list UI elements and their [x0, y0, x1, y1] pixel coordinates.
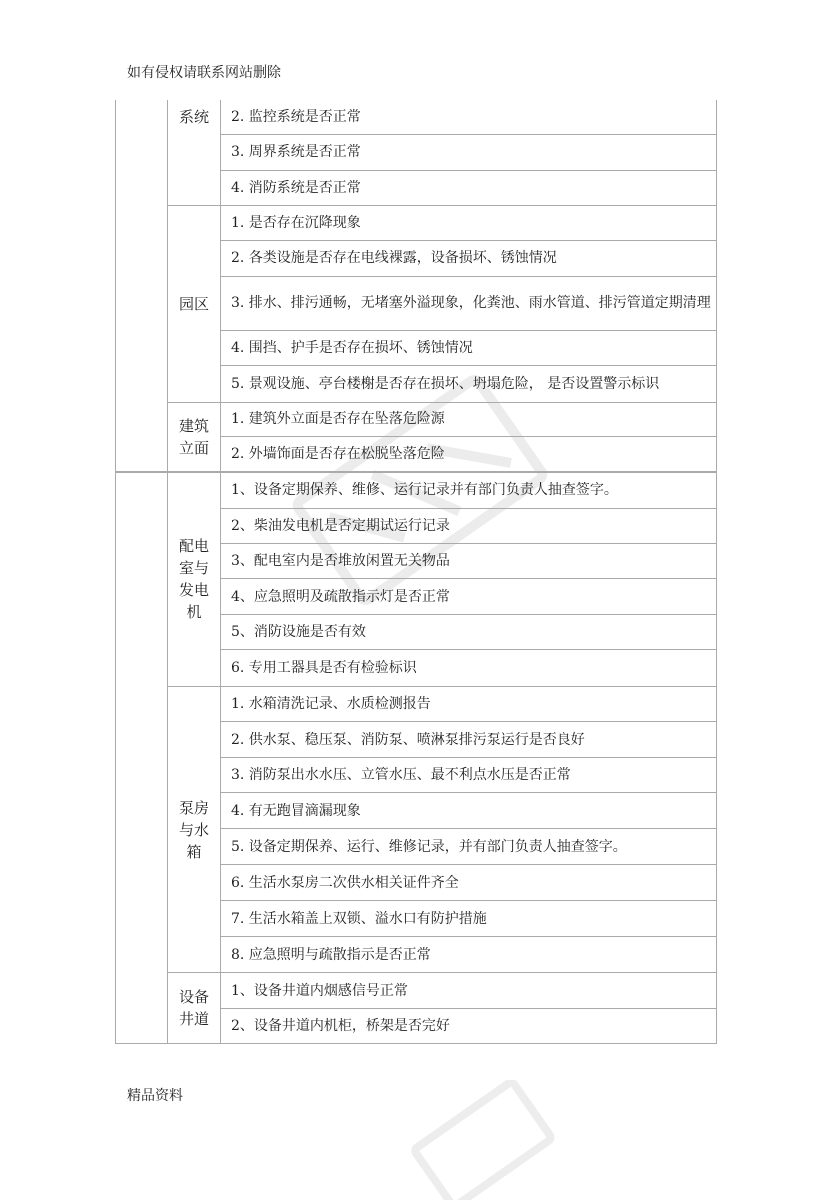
item-cell: 4. 消防系统是否正常: [221, 170, 717, 205]
table-row: [116, 205, 717, 240]
section-cell: [116, 100, 168, 472]
item-cell: 3. 排水、排污通畅，无堵塞外溢现象，化粪池、雨水管道、排污管道定期清理: [221, 276, 717, 330]
table-row: [116, 472, 717, 509]
item-cell: 5、消防设施是否有效: [221, 615, 717, 650]
category-cell: 设备井道: [168, 973, 221, 1044]
item-cell: 4、应急照明及疏散指示灯是否正常: [221, 579, 717, 615]
table-row: [116, 100, 717, 134]
item-cell: 1、设备定期保养、维修、运行记录并有部门负责人抽查签字。: [221, 472, 717, 509]
checklist-table: [115, 100, 717, 473]
table-row: [116, 973, 717, 1009]
item-cell: 5. 设备定期保养、运行、维修记录，并有部门负责人抽查签字。: [221, 829, 717, 865]
item-cell: 7. 生活水箱盖上双锁、溢水口有防护措施: [221, 901, 717, 937]
table-row: [116, 687, 717, 722]
item-cell: 2. 监控系统是否正常: [221, 100, 717, 134]
item-cell: 2. 供水泵、稳压泵、消防泵、喷淋泵排污泵运行是否良好: [221, 722, 717, 758]
item-cell: 3. 周界系统是否正常: [221, 134, 717, 170]
footer-note: 精品资料: [127, 1088, 183, 1104]
watermark-logo-bottom: [400, 1080, 560, 1200]
item-cell: 2、柴油发电机是否定期试运行记录: [221, 509, 717, 544]
table-row: [116, 402, 717, 436]
item-cell: 1. 是否存在沉降现象: [221, 205, 717, 240]
item-cell: 8. 应急照明与疏散指示是否正常: [221, 937, 717, 973]
category-cell: 建筑立面: [168, 402, 221, 472]
item-cell: 4. 围挡、护手是否存在损坏、锈蚀情况: [221, 330, 717, 365]
category-cell: 系统: [168, 100, 221, 205]
item-cell: 6. 专用工器具是否有检验标识: [221, 650, 717, 687]
item-cell: 2. 各类设施是否存在电线裸露，设备损坏、锈蚀情况: [221, 240, 717, 276]
section-cell: [116, 472, 168, 1044]
item-cell: 2. 外墙饰面是否存在松脱坠落危险: [221, 436, 717, 472]
item-cell: 1、设备井道内烟感信号正常: [221, 973, 717, 1009]
category-cell: 配电室与发电机: [168, 472, 221, 687]
category-cell: 泵房与水箱: [168, 687, 221, 973]
item-cell: 4. 有无跑冒滴漏现象: [221, 793, 717, 829]
item-cell: 6. 生活水泵房二次供水相关证件齐全: [221, 865, 717, 901]
item-cell: 5. 景观设施、亭台楼榭是否存在损坏、坍塌危险， 是否设置警示标识: [221, 365, 717, 402]
item-cell: 2、设备井道内机柜，桥架是否完好: [221, 1009, 717, 1044]
header-note: 如有侵权请联系网站删除: [127, 65, 281, 81]
category-cell: 园区: [168, 205, 221, 402]
item-cell: 1. 建筑外立面是否存在坠落危险源: [221, 402, 717, 436]
item-cell: 3. 消防泵出水水压、立管水压、最不利点水压是否正常: [221, 758, 717, 793]
item-cell: 3、配电室内是否堆放闲置无关物品: [221, 544, 717, 579]
item-cell: 1. 水箱清洗记录、水质检测报告: [221, 687, 717, 722]
checklist-table-lower: [115, 471, 717, 1044]
